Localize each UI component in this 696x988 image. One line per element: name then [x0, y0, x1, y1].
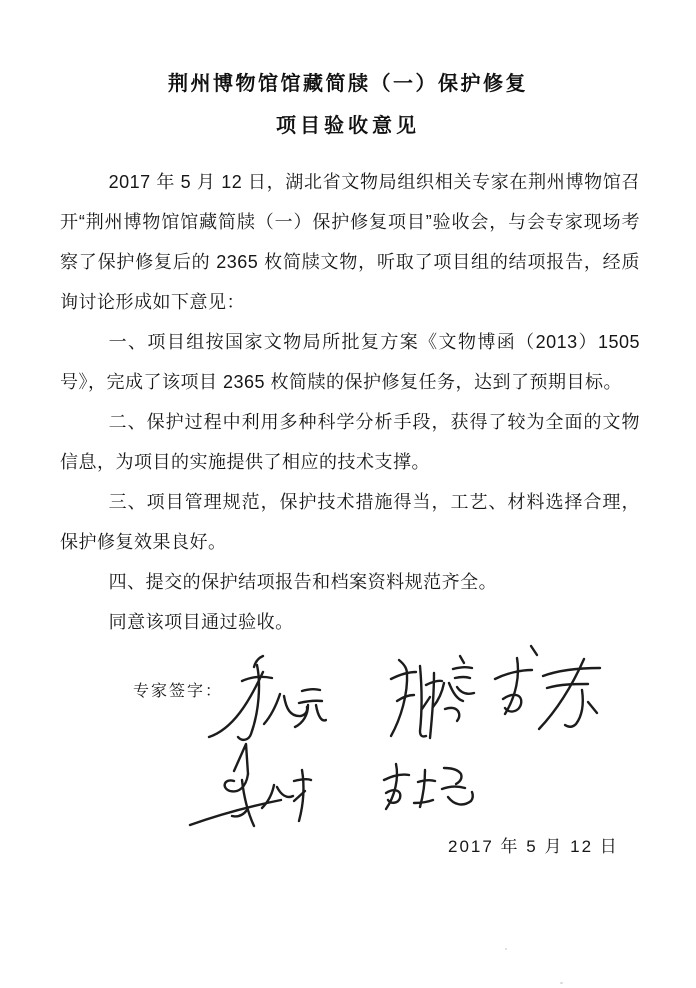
- document-body: [60, 162, 640, 642]
- paragraph-intro: 2017 年 5 月 12 日，湖北省文物局组织相关专家在荆州博物馆召开“荆州博物馆馆藏简牍（一）保护修复项目”验收会，与会专家现场考察了保护修复后的 2365 枚简牍文物，听取了项目组的结项报告，经质询讨论形成如下意见：: [60, 172, 640, 312]
- signature-label: 专家签字：: [133, 683, 224, 700]
- scan-artifact-speck: [505, 948, 507, 950]
- paragraph-item-4: 四、提交的保护结项报告和档案资料规范齐全。: [108, 572, 498, 592]
- handwritten-signature-5: [378, 758, 476, 820]
- paragraph-item-1: 一、项目组按国家文物局所批复方案《文物博函（2013）1505 号》，完成了该项目 2365 枚简牍的保护修复任务，达到了预期目标。: [60, 332, 640, 392]
- document-title-line1: 荆州博物馆馆藏简牍（一）保护修复: [168, 73, 528, 95]
- paragraph-conclusion: 同意该项目通过验收。: [108, 612, 294, 632]
- scan-artifact-speck: [560, 982, 563, 984]
- handwritten-signature-3: [487, 642, 603, 734]
- handwritten-signature-1: [205, 650, 327, 746]
- document-date: 2017 年 5 月 12 日: [448, 837, 619, 856]
- handwritten-signature-2: [385, 652, 477, 744]
- document-title-line2: 项目验收意见: [276, 115, 420, 137]
- paragraph-item-3: 三、项目管理规范，保护技术措施得当，工艺、材料选择合理，保护修复效果良好。: [60, 492, 640, 552]
- document-title-block: [0, 0, 696, 136]
- paragraph-item-2: 二、保护过程中利用多种科学分析手段，获得了较为全面的文物信息，为项目的实施提供了相应的技术支撑。: [60, 412, 640, 472]
- handwritten-signature-4: [188, 740, 314, 832]
